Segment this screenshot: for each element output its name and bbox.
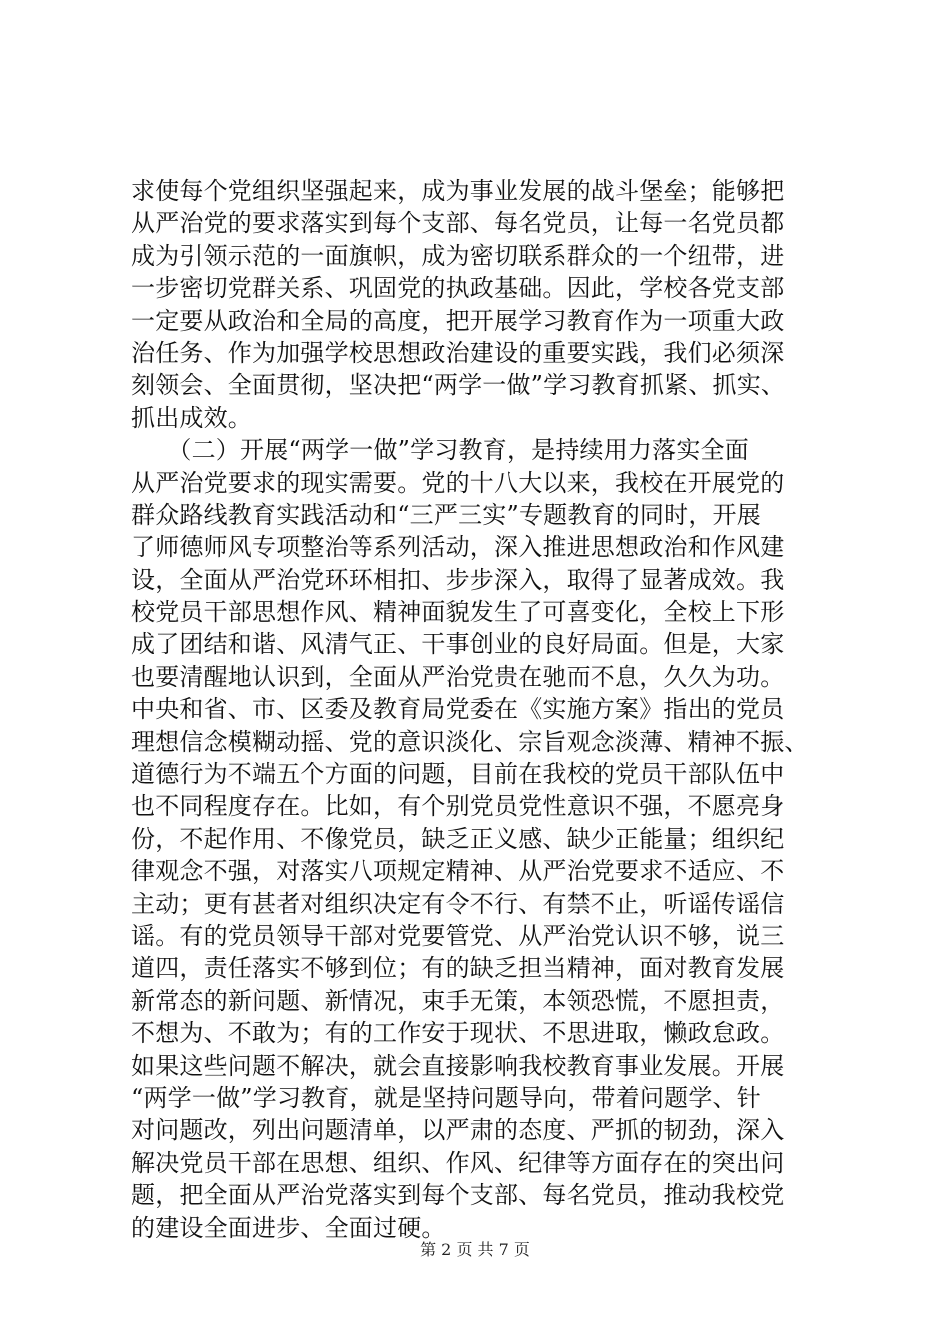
body-text: [131, 175, 821, 1244]
text-line: 理想信念模糊动摇、党的意识淡化、宗旨观念淡薄、精神不振、: [131, 727, 809, 756]
text-line: 设，全面从严治党环环相扣、步步深入，取得了显著成效。我: [131, 565, 785, 594]
text-line: 从严治党的要求落实到每个支部、每名党员，让每一名党员都: [131, 209, 785, 238]
text-line: 了师德师风专项整治等系列活动，深入推进思想政治和作风建: [131, 533, 785, 562]
text-line: 道四，责任落实不够到位；有的缺乏担当精神，面对教育发展: [131, 954, 785, 983]
text-line: 中央和省、市、区委及教育局党委在《实施方案》指出的党员: [131, 695, 785, 724]
text-line: 一步密切党群关系、巩固党的执政基础。因此，学校各党支部: [131, 274, 785, 303]
text-line: 谣。有的党员领导干部对党要管党、从严治党认识不够，说三: [131, 921, 785, 950]
text-line: 的建设全面进步、全面过硬。: [131, 1213, 446, 1242]
text-line: 成了团结和谐、风清气正、干事创业的良好局面。但是，大家: [131, 630, 785, 659]
page-number-footer: 第 2 页 共 7 页: [420, 1240, 530, 1259]
text-line: （二）开展“两学一做”学习教育，是持续用力落实全面: [131, 436, 749, 465]
text-line: 道德行为不端五个方面的问题，目前在我校的党员干部队伍中: [131, 760, 785, 789]
text-line: 解决党员干部在思想、组织、作风、纪律等方面存在的突出问: [131, 1148, 785, 1177]
text-line: 新常态的新问题、新情况，束手无策，本领恐慌，不愿担责，: [131, 986, 785, 1015]
text-line: 抓出成效。: [131, 403, 252, 432]
text-line: 也要清醒地认识到，全面从严治党贵在驰而不息，久久为功。: [131, 662, 785, 691]
text-line: “两学一做”学习教育，就是坚持问题导向，带着问题学、针: [131, 1083, 761, 1112]
text-line: 不想为、不敢为；有的工作安于现状、不思进取，懒政怠政。: [131, 1019, 785, 1048]
text-line: 治任务、作为加强学校思想政治建设的重要实践，我们必须深: [131, 338, 785, 367]
text-line: 成为引领示范的一面旗帜，成为密切联系群众的一个纽带，进: [131, 241, 785, 270]
text-line: 主动；更有甚者对组织决定有令不行、有禁不止，听谣传谣信: [131, 889, 785, 918]
text-line: 求使每个党组织坚强起来，成为事业发展的战斗堡垒；能够把: [131, 177, 785, 205]
text-line: 对问题改，列出问题清单，以严肃的态度、严抓的韧劲，深入: [131, 1116, 785, 1145]
text-line: 也不同程度存在。比如，有个别党员党性意识不强，不愿亮身: [131, 792, 785, 821]
text-line: 题，把全面从严治党落实到每个支部、每名党员，推动我校党: [131, 1181, 785, 1210]
text-line: 份，不起作用、不像党员，缺乏正义感、缺少正能量；组织纪: [131, 824, 785, 853]
text-line: 一定要从政治和全局的高度，把开展学习教育作为一项重大政: [131, 306, 785, 335]
text-line: 从严治党要求的现实需要。党的十八大以来，我校在开展党的: [131, 468, 785, 497]
text-line: 群众路线教育实践活动和“三严三实”专题教育的同时，开展: [131, 500, 761, 529]
text-line: 刻领会、全面贯彻，坚决把“两学一做”学习教育抓紧、抓实、: [131, 371, 786, 400]
text-line: 如果这些问题不解决，就会直接影响我校教育事业发展。开展: [131, 1051, 785, 1080]
text-line: 校党员干部思想作风、精神面貌发生了可喜变化，全校上下形: [131, 598, 785, 627]
text-line: 律观念不强，对落实八项规定精神、从严治党要求不适应、不: [131, 857, 785, 886]
